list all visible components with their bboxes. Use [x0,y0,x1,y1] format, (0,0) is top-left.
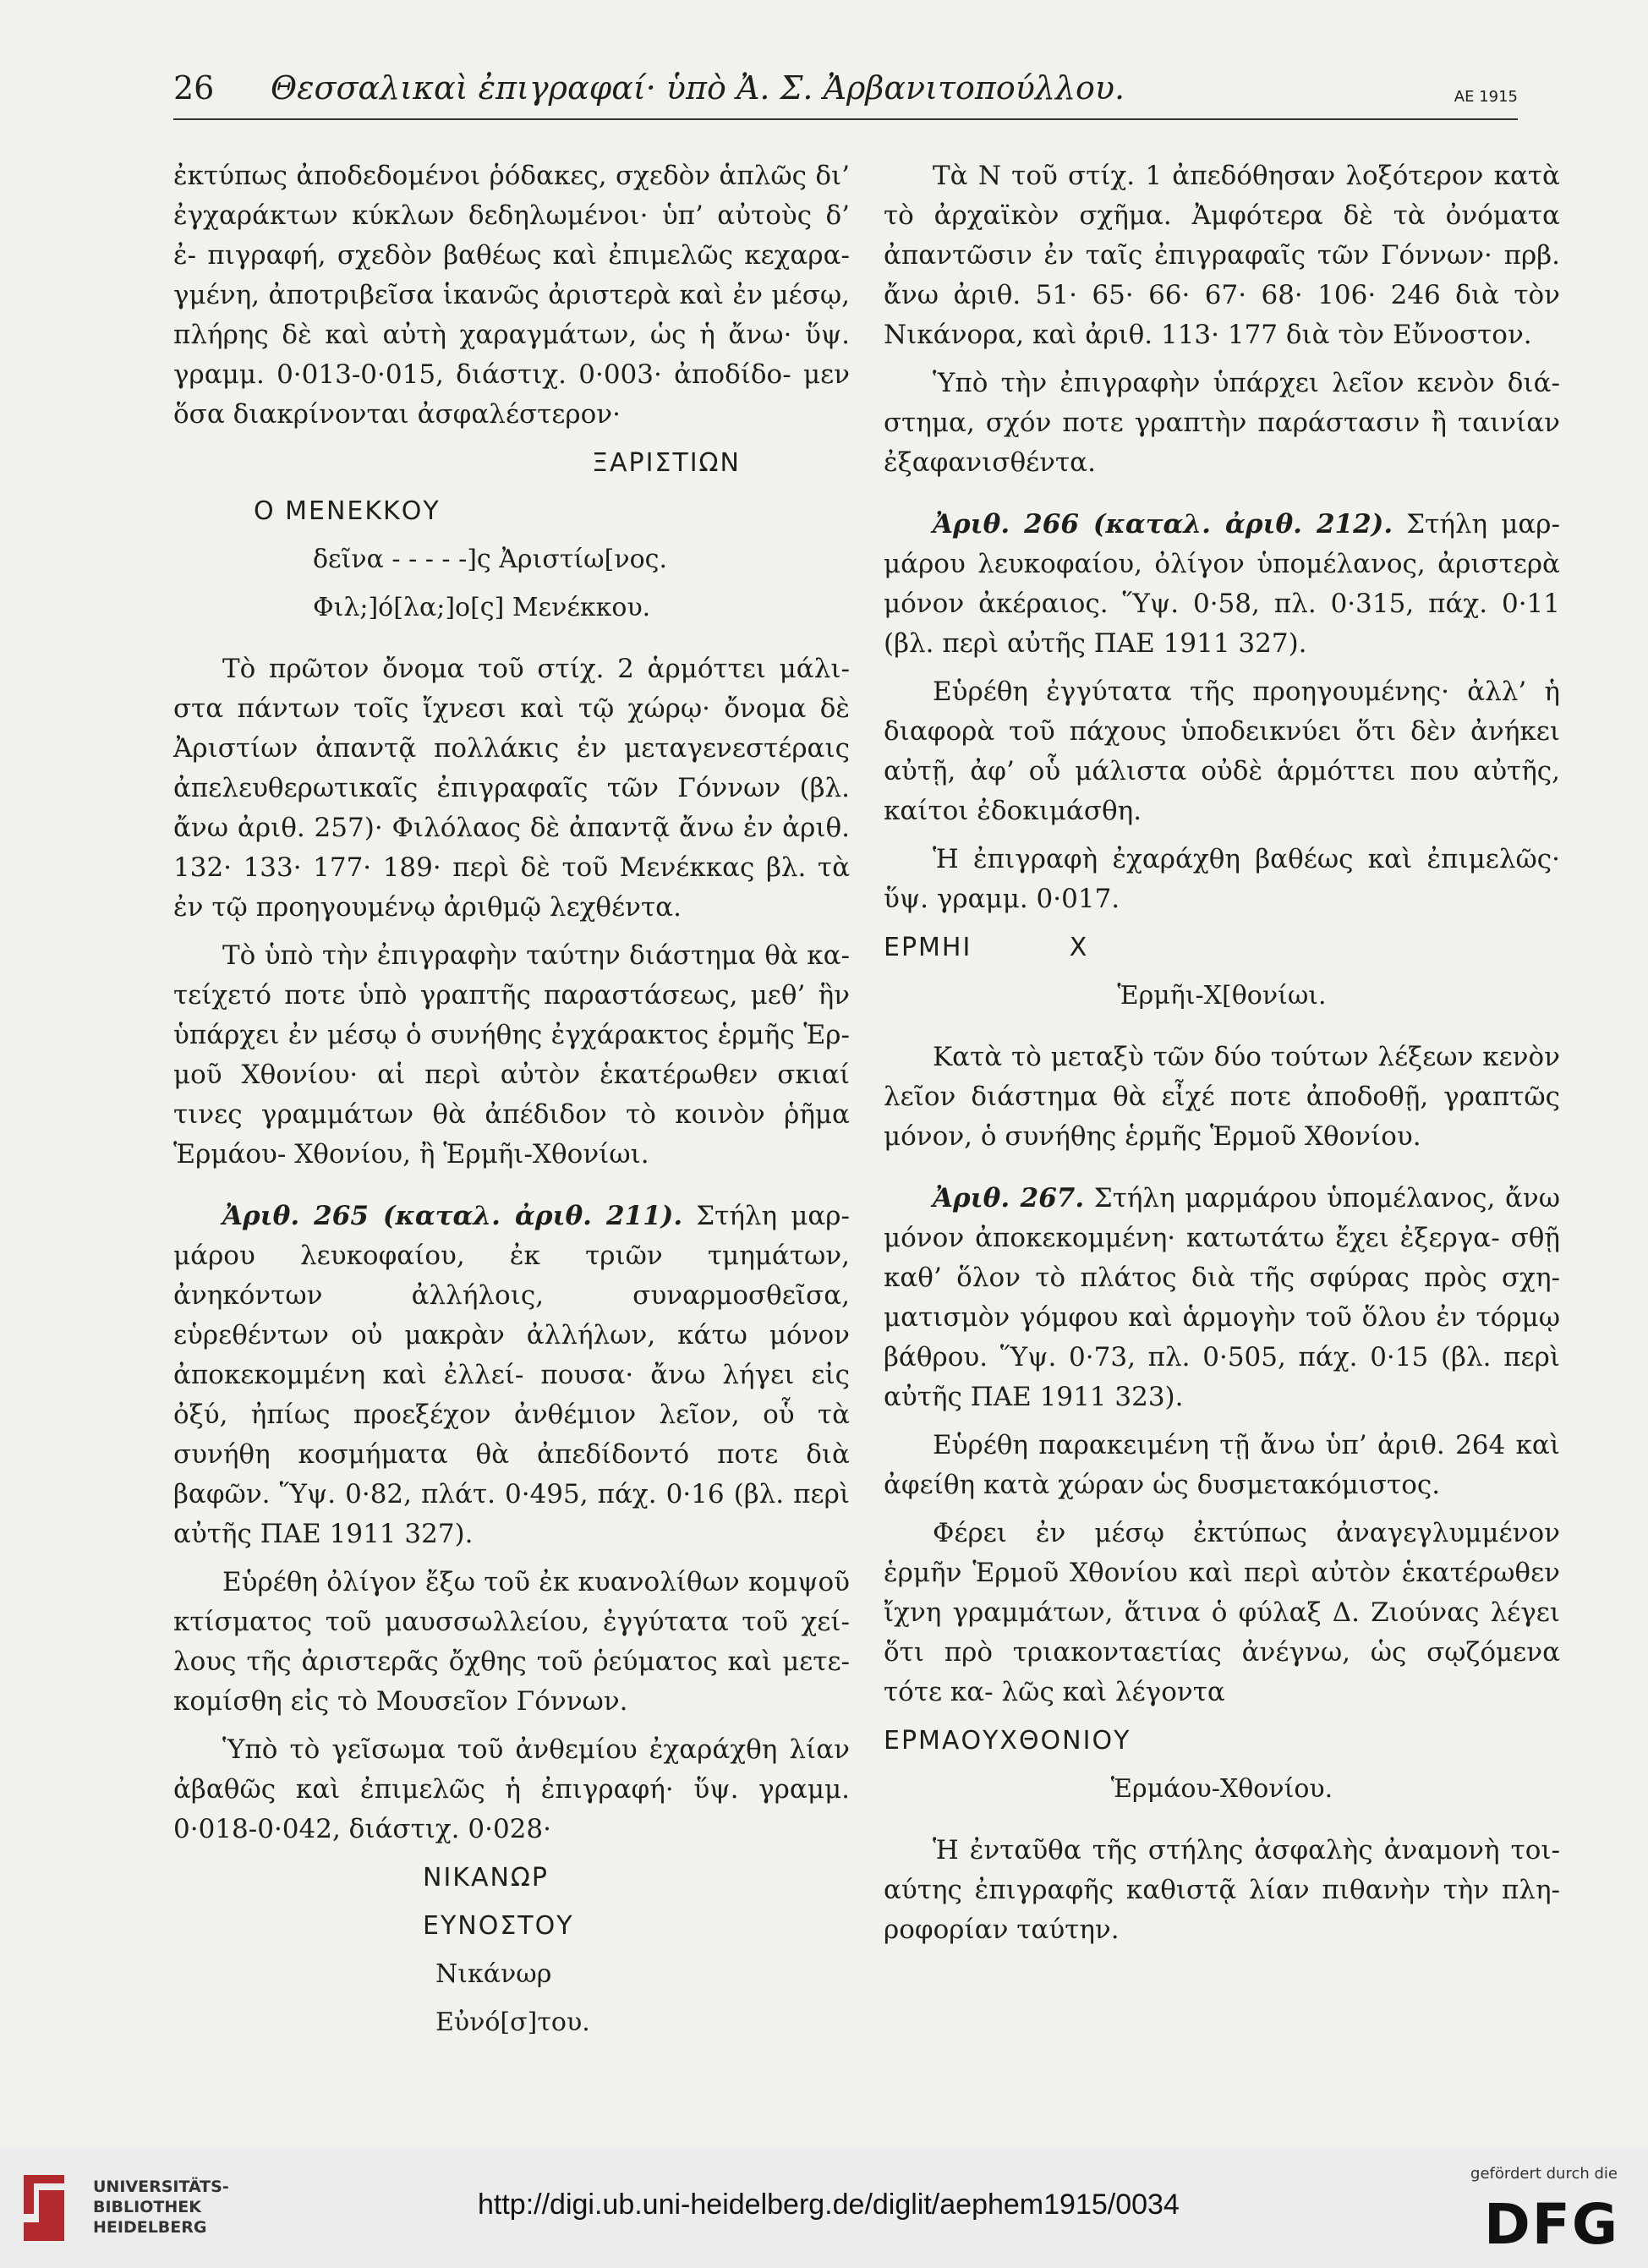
header-rule [173,118,1518,120]
paragraph: Τὸ ὑπὸ τὴν ἐπιγραφὴν ταύτην διάστημα θὰ κα- τείχετό ποτε ὑπὸ γραπτῆς παραστάσεως, μεθ’ ἣν ὑπάρχει ἐν μέσῳ ὁ συνήθης ἐγχάρακτος ἑρμῆς Ἑρ- μοῦ Χθονίου· αἱ περὶ αὐτὸν ἑκατέρωθεν σκιαί τινες γραμμάτων θὰ ἀπέδιδον τὸ κοινὸν ῥῆμα Ἑρμάου- Χθονίου, ἢ Ἑρμῆι-Χθονίωι. [173,940,850,1170]
entry-text: Στήλη μαρμάρου ὑπομέλανος, ἄνω μόνον ἀποκεκομμένη· κατωτάτω ἔχει ἐξεργα- σθῇ καθ’ ὅλον τὸ πλάτος διὰ τῆς σφύρας πρὸς σχη- ματισμὸν γόμφου καὶ ἁρμογὴν τοῦ ὅλου ἐν τόρμῳ βάθρου. Ὕψ. 0·73, πλ. 0·505, πάχ. 0·15 (βλ. περὶ αὐτῆς ΠΑΕ 1911 323). [884,1183,1561,1412]
inscription-line: ΕΥΝΟΣΤΟΥ [423,1911,574,1941]
right-column [884,156,1560,1958]
entry-266 [884,505,1560,664]
page-number: 26 [173,69,215,107]
transcription-line: Ἑρμάου-Χθονίου. [1110,1774,1333,1804]
inscription-line: ΕΡΜΑΟΥΧΘΟΝΙΟΥ [884,1726,1131,1756]
inscription-line: ΝΙΚΑΝΩΡ [423,1863,549,1893]
university-library-logo-icon [19,2172,69,2244]
inscription-line: Ο ΜΕΝΕΚΚΟΥ [254,496,441,526]
entry-label: Ἀριθ. 265 (καταλ. ἀριθ. 211). [222,1201,683,1231]
entry-label: Ἀριθ. 267. [933,1183,1085,1213]
dfg-logo: DFG [1483,2192,1619,2257]
journal-year-tag: ΑΕ 1915 [1454,88,1518,106]
paragraph: Τὰ Ν τοῦ στίχ. 1 ἀπεδόθησαν λοξότερον κατὰ τὸ ἀρχαϊκὸν σχῆμα. Ἀμφότερα δὲ τὰ ὀνόματα ἀπαντῶσιν ἐν ταῖς ἐπιγραφαῖς τῶν Γόννων· πρβ. ἄνω ἀριθ. 51· 65· 66· 67· 68· 106· 246 διὰ τὸν Νικάνορα, καὶ ἀριθ. 113· 177 διὰ τὸν Εὔνοστον. [884,161,1560,350]
transcription-line: Ἑρμῆι-Χ[θονίωι. [1117,981,1327,1011]
transcription-line: δεῖνα - - - - -]ς Ἀριστίω[νος. [313,545,667,574]
funding-label: gefördert durch die [1470,2165,1618,2183]
running-title: Θεσσαλικαὶ ἐπιγραφαί· ὑπὸ Ἀ. Σ. Ἀρβανιτοπούλλου. [271,69,1125,107]
permalink-url[interactable]: http://digi.ub.uni-heidelberg.de/diglit/aephem1915/0034 [478,2189,1180,2221]
paragraph: Εὑρέθη ὀλίγον ἔξω τοῦ ἐκ κυανολίθων κομψοῦ κτίσματος τοῦ μαυσσωλλείου, ἐγγύτατα τοῦ χεί- λους τῆς ἀριστερᾶς ὄχθης τοῦ ῥεύματος καὶ μετε- κομίσθη εἰς τὸ Μουσεῖον Γόννων. [173,1567,850,1717]
paragraph: Κατὰ τὸ μεταξὺ τῶν δύο τούτων λέξεων κενὸν λεῖον διάστημα θὰ εἶχέ ποτε ἀποδοθῇ, γραπτῶς μόνον, ὁ συνήθης ἑρμῆς Ἑρμοῦ Χθονίου. [884,1042,1560,1152]
paragraph: Ὑπὸ τὸ γεῖσωμα τοῦ ἀνθεμίου ἐχαράχθη λίαν ἀβαθῶς καὶ ἐπιμελῶς ἡ ἐπιγραφή· ὕψ. γραμμ. 0·018-0·042, διάστιχ. 0·028· [173,1734,850,1844]
paragraph: Εὑρέθη ἐγγύτατα τῆς προηγουμένης· ἀλλ’ ἡ διαφορὰ τοῦ πάχους ὑποδεικνύει ὅτι δὲν ἀνήκει αὐτῇ, ἀφ’ οὗ μάλιστα οὐδὲ ἁρμόττει που αὐτῆς, καίτοι ἐδοκιμάσθη. [884,677,1560,826]
inscription-line: ΕΡΜΗΙ Χ [884,933,1089,962]
digitization-footer [0,2148,1648,2268]
library-name: UNIVERSITÄTS- BIBLIOTHEK HEIDELBERG [93,2178,229,2237]
transcription-line: Φιλ;]ό[λα;]ο[ς] Μενέκκου. [313,593,651,622]
paragraph: ἐκτύπως ἀποδεδομένοι ῥόδακες, σχεδὸν ἁπλῶς δι’ ἐγχαράκτων κύκλων δεδηλωμένοι· ὑπ’ αὐτοὺς δ’ ἐ- πιγραφή, σχεδὸν βαθέως καὶ ἐπιμελῶς κεχαρα- γμένη, ἀποτριβεῖσα ἱκανῶς ἀριστερὰ καὶ ἐν μέσῳ, πλήρης δὲ καὶ αὐτὴ χαραγμάτων, ὡς ἡ ἄνω· ὕψ. γραμμ. 0·013-0·015, διάστιχ. 0·003· ἀποδίδο- μεν ὅσα διακρίνονται ἀσφαλέστερον· [173,161,850,430]
paragraph: Τὸ πρῶτον ὄνομα τοῦ στίχ. 2 ἁρμόττει μάλι- στα πάντων τοῖς ἴχνεσι καὶ τῷ χώρῳ· ὄνομα δὲ Ἀριστίων ἀπαντᾷ πολλάκις ἐν μεταγενεστέραις ἀπελευθερωτικαῖς ἐπιγραφαῖς τῶν Γόννων (βλ. ἄνω ἀριθ. 257)· Φιλόλαος δὲ ἀπαντᾷ ἄνω ἐν ἀριθ. 132· 133· 177· 189· περὶ δὲ τοῦ Μενέκκας βλ. τὰ ἐν τῷ προηγουμένῳ ἀριθμῷ λεχθέντα. [173,654,850,923]
left-column [173,156,850,2051]
entry-text: Στήλη μαρ- μάρου λευκοφαίου, ὀλίγον ὑπομέλανος, ἀριστερὰ μόνον ἀκέραιος. Ὕψ. 0·58, πλ. 0·315, πάχ. 0·11 (βλ. περὶ αὐτῆς ΠΑΕ 1911 327). [884,509,1560,659]
entry-text: Στήλη μαρ- μάρου λευκοφαίου, ἐκ τριῶν τμημάτων, ἀνηκόντων ἀλλήλοις, συναρμοσθεῖσα, εὑρεθέντων οὐ μακρὰν ἀλλήλων, κάτω μόνον ἀποκεκομμένη καὶ ἐλλεί- πουσα· ἄνω λήγει εἰς ὀξύ, ἠπίως προεξέχον ἀνθέμιον λεῖον, οὗ τὰ συνήθη κοσμήματα θὰ ἀπεδίδοντό ποτε διὰ βαφῶν. Ὕψ. 0·82, πλάτ. 0·495, πάχ. 0·16 (βλ. περὶ αὐτῆς ΠΑΕ 1911 327). [173,1201,850,1549]
inscription-line: ΞΑΡΙΣΤΙΩΝ [592,448,741,478]
page-header [173,69,1518,120]
entry-267 [884,1179,1560,1417]
entry-label: Ἀριθ. 266 (καταλ. ἀριθ. 212). [933,509,1393,540]
paragraph: Ἡ ἐπιγραφὴ ἐχαράχθη βαθέως καὶ ἐπιμελῶς· ὕψ. γραμμ. 0·017. [884,844,1560,914]
paragraph: Φέρει ἐν μέσῳ ἐκτύπως ἀναγεγλυμμένον ἑρμῆν Ἑρμοῦ Χθονίου καὶ περὶ αὐτὸν ἑκατέρωθεν ἴχνη γραμμάτων, ἅτινα ὁ φύλαξ Δ. Ζιούνας λέγει ὅτι πρὸ τριακονταετίας ἀνέγνω, ὡς σῳζόμενα τότε κα- λῶς καὶ λέγοντα [884,1518,1560,1707]
paragraph: Ἡ ἐνταῦθα τῆς στήλης ἀσφαλὴς ἀναμονὴ τοι- αύτης ἐπιγραφῆς καθιστᾷ λίαν πιθανὴν τὴν πλη- ροφορίαν ταύτην. [884,1835,1560,1945]
paragraph: Ὑπὸ τὴν ἐπιγραφὴν ὑπάρχει λεῖον κενὸν διά- στημα, σχόν ποτε γραπτὴν παράστασιν ἢ ταινίαν ἐξαφανισθέντα. [884,368,1560,478]
paragraph: Εὑρέθη παρακειμένη τῇ ἄνω ὑπ’ ἀριθ. 264 καὶ ἀφείθη κατὰ χώραν ὡς δυσμετακόμιστος. [884,1430,1560,1500]
entry-265 [173,1197,850,1554]
transcription-line: Εὐνό[σ]του. [435,2008,590,2037]
transcription-line: Νικάνωρ [435,1959,552,1989]
